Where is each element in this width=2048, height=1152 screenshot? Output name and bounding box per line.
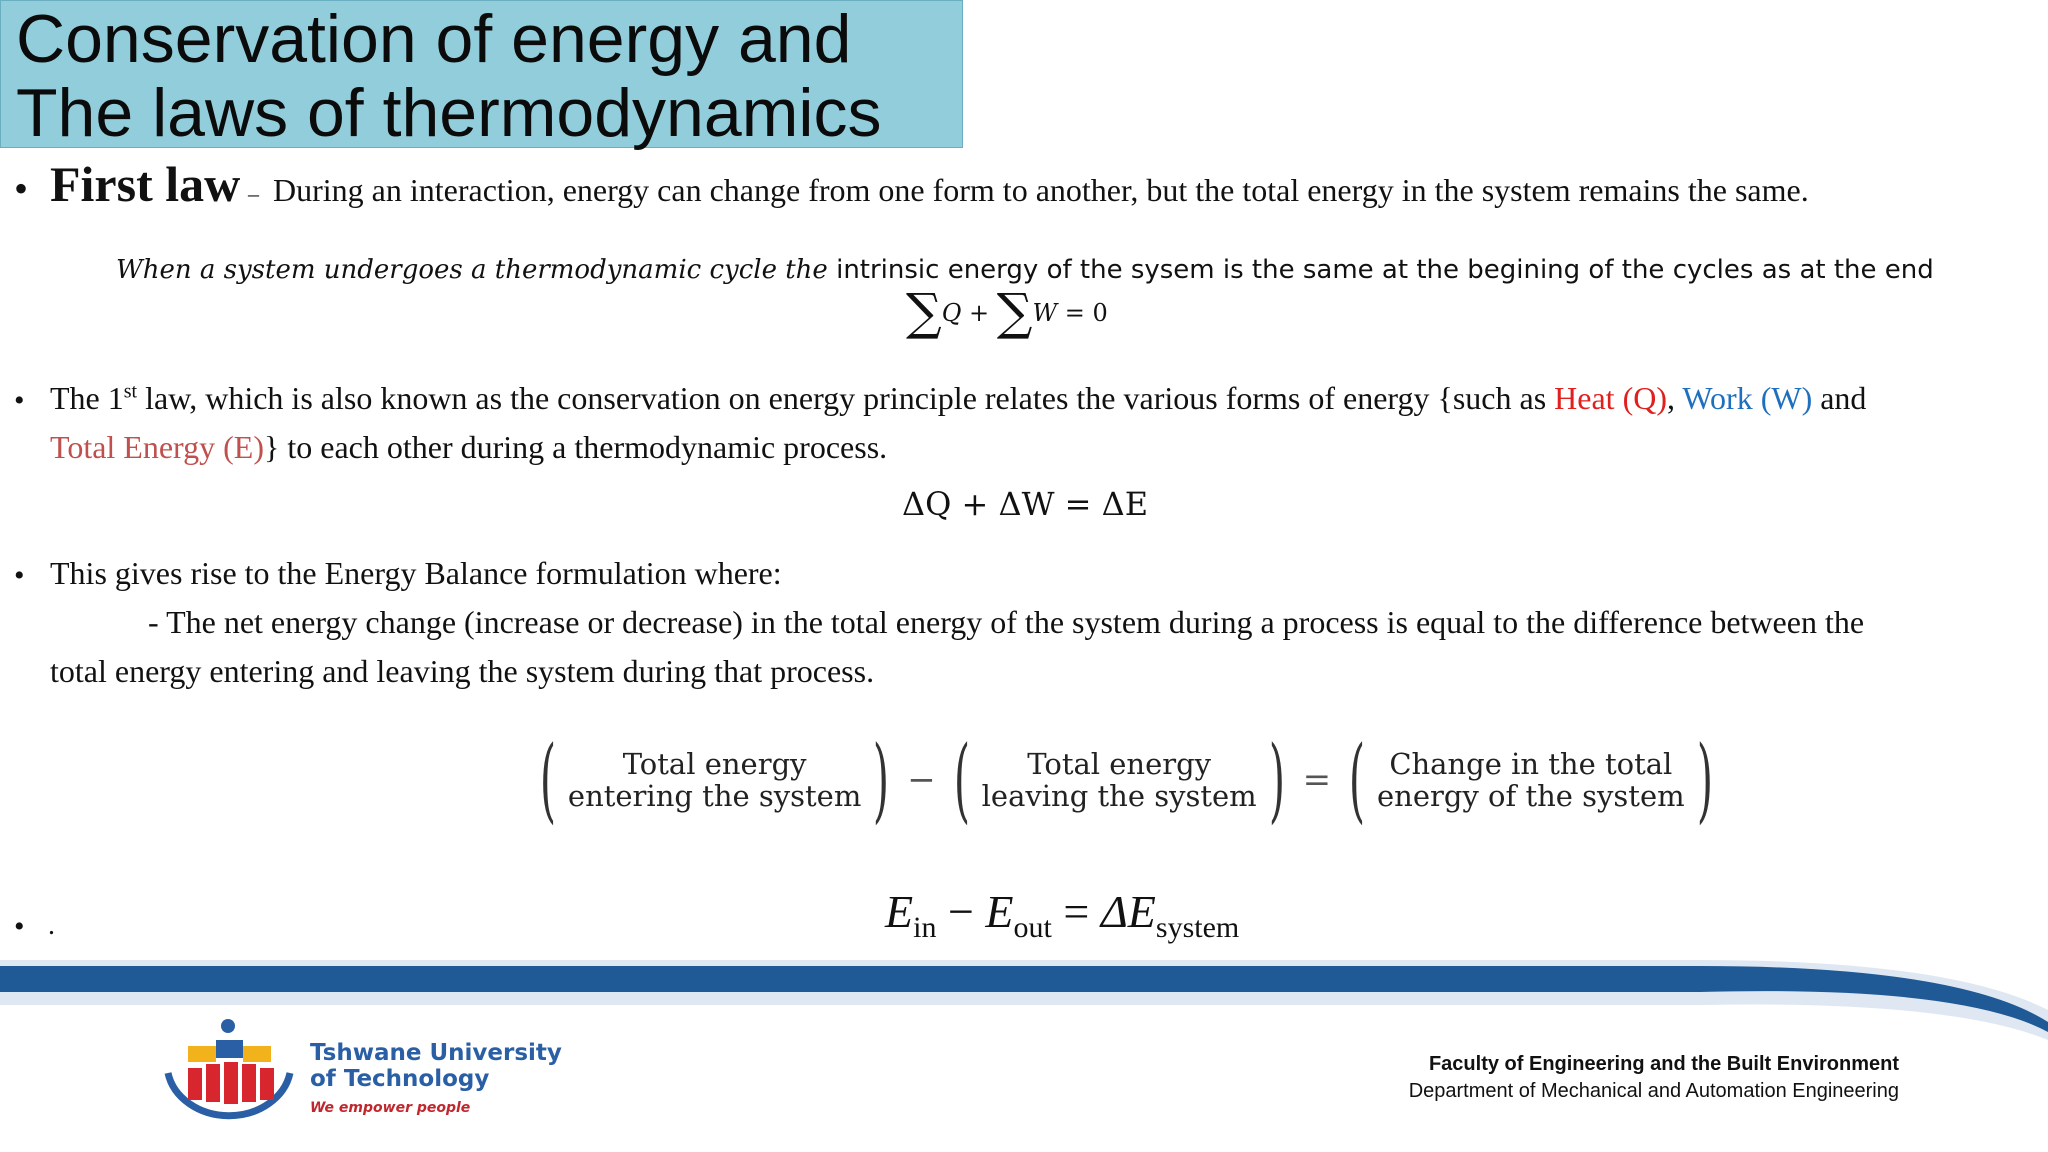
term-change	[1339, 726, 1722, 833]
equals: =	[1063, 886, 1090, 937]
energy-balance-line-2: - The net energy change (increase or decrease) in the total energy of the system during a process is equal to the difference between the	[148, 604, 1865, 640]
bullet-energy-balance: •	[14, 559, 25, 592]
energy-balance-intro: This gives rise to the Energy Balance formulation where:	[50, 555, 782, 591]
slide-title-line-1: Conservation of energy and	[16, 1, 852, 77]
left-paren: (	[539, 726, 557, 833]
eq-plus: +	[969, 299, 990, 327]
work-term: Work (W)	[1682, 380, 1813, 416]
term3-top: Change in the total	[1389, 747, 1673, 781]
university-line-2: of Technology	[310, 1066, 490, 1092]
cycle-statement-normal: intrinsic energy of the sysem is the same at the begining of the cycles as at the end	[836, 255, 1934, 285]
title-banner	[0, 0, 963, 151]
conservation-text-c: } to each other during a thermodynamic process.	[263, 429, 888, 465]
term1-bottom: entering the system	[567, 779, 862, 813]
term-leaving	[944, 726, 1295, 833]
right-paren: )	[1696, 726, 1713, 833]
term2-top: Total energy	[1027, 747, 1212, 781]
cycle-statement-italic: When a system undergoes a thermodynamic cycle the	[116, 255, 828, 285]
energy-balance-equation	[530, 726, 1723, 833]
left-paren: (	[953, 726, 970, 833]
term-entering	[530, 726, 899, 833]
minus-operator: −	[907, 760, 936, 800]
e-out: E	[985, 886, 1014, 937]
first-law-definition	[248, 172, 1809, 209]
right-paren: )	[1268, 726, 1285, 833]
last-bullet-text: .	[48, 910, 55, 941]
conservation-line-2	[50, 429, 887, 466]
and-word: and	[1812, 380, 1867, 416]
sigma-symbol: ∑	[996, 283, 1033, 341]
conservation-text-a: The 1	[50, 380, 124, 416]
right-paren: )	[873, 726, 890, 833]
total-energy-term: Total Energy (E)	[50, 429, 264, 465]
conservation-text-b: law, which is also known as the conservation on energy principle relates the various forms of energy {such as	[137, 380, 1555, 416]
eq-equals-zero: = 0	[1064, 299, 1108, 327]
department-name: Department of Mechanical and Automation Engineering	[1408, 1080, 1899, 1102]
footer-band	[0, 960, 2048, 1040]
bullet-first-law: •	[14, 166, 29, 211]
cycle-statement	[116, 255, 1934, 285]
bullet-conservation: •	[14, 384, 25, 417]
minus: −	[947, 886, 974, 937]
university-tagline: We empower people	[310, 1100, 471, 1116]
bullet-last: •	[14, 910, 25, 943]
faculty-name: Faculty of Engineering and the Built Environment	[1428, 1053, 1899, 1075]
e-in: E	[885, 886, 914, 937]
delta-e: ΔE	[1100, 886, 1156, 937]
first-law-heading: First law	[50, 156, 241, 212]
tut-logo	[158, 1018, 303, 1128]
heat-term: Heat (Q)	[1554, 380, 1667, 416]
cycle-equation	[906, 283, 1108, 341]
equals-operator: =	[1302, 760, 1332, 800]
first-law-text: During an interaction, energy can change from one form to another, but the total energy in the system remains the same.	[273, 172, 1809, 208]
sub-system: system	[1155, 911, 1240, 945]
university-name	[310, 1040, 562, 1092]
conservation-line-1	[50, 380, 1866, 417]
university-line-1: Tshwane University	[310, 1040, 562, 1066]
first-law-dash: –	[248, 181, 259, 206]
superscript-st: st	[123, 380, 138, 403]
energy-balance-line-3: total energy entering and leaving the system during that process.	[50, 653, 875, 689]
sigma-symbol: ∑	[906, 283, 942, 341]
comma: ,	[1666, 380, 1683, 416]
energy-equation	[885, 885, 1239, 945]
faculty-block	[1409, 1051, 1899, 1105]
left-paren: (	[1348, 726, 1366, 833]
term1-top: Total energy	[622, 747, 807, 781]
slide-title-line-2: The laws of thermodynamics	[16, 75, 882, 151]
term2-bottom: leaving the system	[981, 779, 1257, 813]
delta-equation: ΔQ + ΔW = ΔE	[902, 485, 1149, 523]
sub-in: in	[913, 911, 937, 945]
term3-bottom: energy of the system	[1377, 779, 1685, 813]
eq-q: Q	[941, 299, 962, 327]
eq-w: W	[1032, 299, 1058, 327]
sub-out: out	[1013, 911, 1052, 945]
